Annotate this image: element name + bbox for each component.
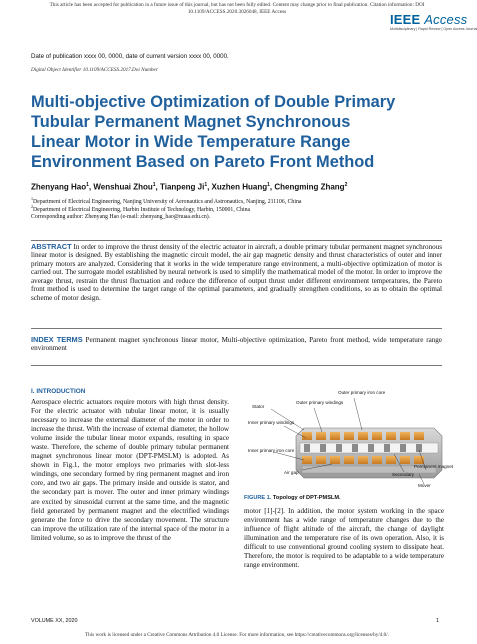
figure-1 bbox=[244, 388, 454, 488]
affiliation-text: Department of Electrical Engineering, Harbin Institute of Technology, Harbin, 150001, China bbox=[33, 206, 251, 213]
label-inner-core: Inner primary iron core bbox=[248, 448, 295, 453]
logo-access: Access bbox=[424, 12, 468, 27]
author-affil-mark: 1 bbox=[204, 182, 208, 188]
index-terms bbox=[31, 336, 442, 353]
abstract-text: In order to improve the thrust density of the electric actuator in aircraft, a double primary tubular permanent magnet synchronous linear motor is designed. By establishing the magnetic circuit model, the air gap magnetic density and thrust characteristics of outer and inner primary motors are analyzed. Considering that it works in the wide temperature range environment, a multi-objective optimization of motor is carried out. The surrogate model established by neural network is used to simplify the mathematical model of the motor. In order to improve the average thrust, restrain the thrust fluctuation and reduce the difference of output thrust under different environment temperatures, the Pareto front method is used to determine the target range of the optimal parameters, and gradually strengthen conditions, so as to obtain the optimal scheme of motor design. bbox=[31, 243, 443, 302]
doi-identifier: Digital Object Identifier 10.1109/ACCESS.2017.Doi Number bbox=[31, 67, 158, 73]
author-affil-mark: 1 bbox=[152, 182, 156, 188]
index-terms-label: INDEX TERMS bbox=[31, 335, 83, 344]
footer-page-number: 1 bbox=[436, 618, 439, 624]
affiliation-2 bbox=[31, 203, 451, 214]
author-name: Tianpeng Ji bbox=[160, 182, 205, 192]
author-affil-mark: 2 bbox=[344, 182, 348, 188]
label-outer-core: Outer primary iron core bbox=[338, 390, 386, 395]
corresponding-author: Corresponding author: Zhenyang Hao (e-mail: zhenyang_hao@nuaa.edu.cn). bbox=[31, 214, 211, 220]
index-terms-text: Permanent magnet synchronous linear motor, Multi-objective optimization, Pareto front method, wide temperature range environment bbox=[31, 336, 442, 353]
author-affil-mark: 1 bbox=[86, 182, 89, 188]
affiliation-number: 1 bbox=[31, 196, 33, 201]
outer-winding-row bbox=[302, 432, 424, 440]
paper-title bbox=[31, 92, 441, 172]
logo-wordmark bbox=[390, 12, 470, 27]
notice-line-1: This article has been accepted for publication in a future issue of this journal, but has not been fully edited. Content may change prior to final publication. Citation information: DOI bbox=[49, 2, 425, 8]
label-air-gap: Air gap bbox=[284, 470, 299, 475]
author-name: Chengming Zhang bbox=[274, 182, 345, 192]
author-name: Zhenyang Hao bbox=[31, 182, 87, 192]
ieee-access-logo bbox=[390, 12, 477, 38]
label-mover: Mover bbox=[418, 483, 431, 488]
title-line: Tubular Permanent Magnet Synchronous bbox=[31, 113, 351, 131]
publication-date: Date of publication xxxx 00, 0000, date of current version xxxx 00, 0000. bbox=[31, 53, 229, 60]
license-notice: This work is licensed under a Creative Commons Attribution 4.0 License. For more information, see https://creativecommons.org/licenses/by/4.0/. bbox=[84, 632, 390, 638]
title-line: Multi-objective Optimization of Double Primary bbox=[31, 93, 396, 111]
figure-label: FIGURE 1. bbox=[244, 495, 272, 501]
title-line: Linear Motor in Wide Temperature Range bbox=[31, 133, 351, 151]
affiliation-number: 2 bbox=[31, 204, 33, 209]
intro-left-column: Aerospace electric actuators require motors with high thrust density. For the electric actuator with tubular linear motor, it is usually necessary to increase the external diameter of the motor in order to increase the thrust. With the increase of external diameter, the hollow volume inside the tubular linear motor expands, resulting in space waste. Therefore, the scheme of double primary tubular permanent magnet synchronous linear motor (DPT-PMSLM) is adopted. As shown in Fig.1, the motor employs two primaries with slot-less windings, one secondary formed by ring permanent magnet and iron core, and two air gaps. The primary inside and outside is stator, and the secondary part is mover. The outer and inner primary windings are excited by sinusoidal current at the same time, and the magnetic field generated by permanent magnet and the electrified windings generate the force to drive the secondary movement. The structure can improve the utilization rate of the internal space of the motor in a limited volume, so as to improve the thrust of the bbox=[31, 398, 229, 542]
figure-caption-text: Topology of DPT-PMSLM. bbox=[272, 495, 341, 501]
author-name: Xuzhen Huang bbox=[211, 182, 268, 192]
intro-right-column: motor [1]-[2]. In addition, the motor system working in the space environment has a wide range of temperature changes due to the influence of flight altitude of the aircraft, the change of daylight illumination and the temperature rise of its own operation. Also, it is difficult to use conventional ground cooling system to dissipate heat. Therefore, the motor is required to be adaptable to a wide temperature range environment. bbox=[244, 507, 444, 570]
logo-tagline: Multidisciplinary | Rapid Review | Open Access Journal bbox=[390, 27, 477, 31]
affiliation-text: Department of Electrical Engineering, Nanjing University of Aeronautics and Astronautics, Nanjing, 211106, China bbox=[33, 198, 302, 205]
label-secondary: Secondary bbox=[392, 472, 414, 477]
title-line: Environment Based on Pareto Front Method bbox=[31, 153, 375, 171]
author-name: Wenshuai Zhou bbox=[93, 182, 153, 192]
author-affil-mark: 1 bbox=[267, 182, 270, 188]
label-permanent-magnet: Permanent magnet bbox=[414, 464, 454, 469]
motor-topology-diagram bbox=[244, 388, 454, 488]
index-terms-rule bbox=[31, 365, 442, 366]
label-inner-windings: Inner primary windings bbox=[248, 420, 295, 425]
inner-winding-row bbox=[302, 456, 424, 464]
section-heading: I. INTRODUCTION bbox=[31, 388, 86, 395]
abstract bbox=[31, 243, 442, 302]
logo-ieee: IEEE bbox=[390, 12, 421, 27]
notice-line-2: 10.1109/ACCESS.2020.3026048, IEEE Access bbox=[187, 9, 287, 15]
label-stator: Stator bbox=[252, 404, 265, 409]
abstract-label: ABSTRACT bbox=[31, 242, 72, 251]
author-list: Zhenyang Hao$^1$, Wenshuai Zhou$^1$, Tianpeng Ji$^1$, Xuzhen Huang$^1$, Chengming Zhang$^2$ bbox=[31, 182, 348, 192]
figure-caption bbox=[244, 495, 341, 501]
label-outer-windings: Outer primary windings bbox=[296, 400, 344, 405]
footer-volume: VOLUME XX, 2020 bbox=[31, 618, 78, 624]
